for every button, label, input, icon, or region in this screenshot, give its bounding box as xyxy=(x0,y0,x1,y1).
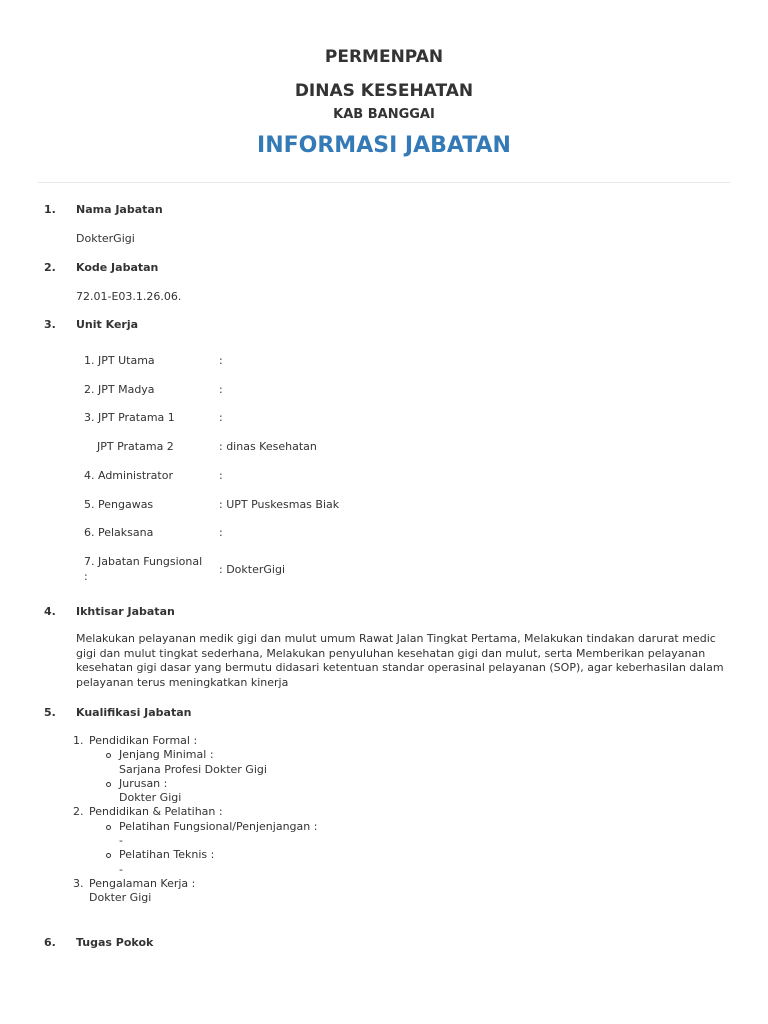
kualifikasi-list xyxy=(73,734,673,906)
ikhtisar-paragraph: Melakukan pelayanan medik gigi dan mulut umum Rawat Jalan Tingkat Pertama, Melakukan tindakan darurat medic gigi dan mulut tingkat sederhana, Melakukan penyuluhan kesehatan gigi dan mulut, serta Memberikan pelayanan kesehatan gigi dasar yang bermutu didasari ketentuan standar operasinal pelayanan (SOP), agar keberhasilan dalam pelayanan terus meningkatkan kinerja xyxy=(76,632,724,689)
unit-kerja-value: : xyxy=(219,526,223,539)
sub-list xyxy=(89,748,673,805)
unit-kerja-label: JPT Pratama 2 xyxy=(97,440,174,453)
unit-kerja-value: : UPT Puskesmas Biak xyxy=(219,498,340,511)
unit-kerja-value: : xyxy=(219,411,223,424)
sub-list xyxy=(89,820,673,877)
unit-kerja-label: 6. Pelaksana xyxy=(84,526,154,539)
list-number: 3. xyxy=(73,876,84,890)
section-number-2: 2. xyxy=(44,261,56,274)
section-heading-kualifikasi-jabatan: Kualifikasi Jabatan xyxy=(76,706,192,719)
unit-kerja-label: 1. JPT Utama xyxy=(84,354,155,367)
sub-list-item xyxy=(119,748,673,777)
sub-item-label: Jurusan : xyxy=(119,776,168,790)
unit-kerja-label-colon: : xyxy=(84,570,88,583)
sub-item-label: Pelatihan Teknis : xyxy=(119,848,215,862)
sub-list-item xyxy=(119,820,673,849)
section-heading-ikhtisar-jabatan: Ikhtisar Jabatan xyxy=(76,605,175,618)
list-item-value: Dokter Gigi xyxy=(89,891,152,905)
sub-item-value: - xyxy=(119,834,123,848)
list-item-label: Pendidikan & Pelatihan : xyxy=(89,805,223,819)
page-title: INFORMASI JABATAN xyxy=(257,133,511,158)
kode-jabatan-value: 72.01-E03.1.26.06. xyxy=(76,290,182,303)
unit-kerja-value: : dinas Kesehatan xyxy=(219,440,317,453)
sub-item-value: Sarjana Profesi Dokter Gigi xyxy=(119,762,267,776)
unit-kerja-label: 7. Jabatan Fungsional xyxy=(84,555,203,568)
section-number-5: 5. xyxy=(44,706,56,719)
list-number: 1. xyxy=(73,734,84,747)
unit-kerja-label: 5. Pengawas xyxy=(84,498,154,511)
divider xyxy=(38,182,730,183)
list-item xyxy=(73,734,673,805)
section-number-1: 1. xyxy=(44,203,56,216)
sub-list-item xyxy=(119,848,673,877)
unit-kerja-label: 2. JPT Madya xyxy=(84,383,155,396)
unit-kerja-value: : xyxy=(219,469,223,482)
section-heading-nama-jabatan: Nama Jabatan xyxy=(76,203,163,216)
section-heading-tugas-pokok: Tugas Pokok xyxy=(76,936,154,949)
section-number-4: 4. xyxy=(44,605,56,618)
section-heading-unit-kerja: Unit Kerja xyxy=(76,318,139,331)
bullet-icon xyxy=(106,753,111,758)
list-number: 2. xyxy=(73,805,84,819)
bullet-icon xyxy=(106,782,111,787)
bullet-icon xyxy=(106,853,111,858)
header-dinas: DINAS KESEHATAN xyxy=(294,81,474,101)
section-number-6: 6. xyxy=(44,936,56,949)
sub-list-item xyxy=(119,777,673,806)
bullet-icon xyxy=(106,825,111,830)
list-item xyxy=(73,805,673,876)
sub-item-value: - xyxy=(119,862,123,876)
list-item xyxy=(73,877,673,906)
list-item-label: Pendidikan Formal : xyxy=(89,734,198,747)
unit-kerja-label: 3. JPT Pratama 1 xyxy=(84,411,175,424)
section-heading-kode-jabatan: Kode Jabatan xyxy=(76,261,159,274)
header-kabupaten: KAB BANGGAI xyxy=(333,107,435,122)
unit-kerja-label: 4. Administrator xyxy=(84,469,173,482)
unit-kerja-value: : DokterGigi xyxy=(219,563,285,576)
nama-jabatan-value: DokterGigi xyxy=(76,232,135,245)
header-permenpan: PERMENPAN xyxy=(324,47,444,67)
sub-item-label: Pelatihan Fungsional/Penjenjangan : xyxy=(119,819,318,833)
list-item-label: Pengalaman Kerja : xyxy=(89,876,196,890)
unit-kerja-value: : xyxy=(219,354,223,367)
sub-item-label: Jenjang Minimal : xyxy=(119,748,214,762)
unit-kerja-value: : xyxy=(219,383,223,396)
section-number-3: 3. xyxy=(44,318,56,331)
sub-item-value: Dokter Gigi xyxy=(119,791,182,805)
